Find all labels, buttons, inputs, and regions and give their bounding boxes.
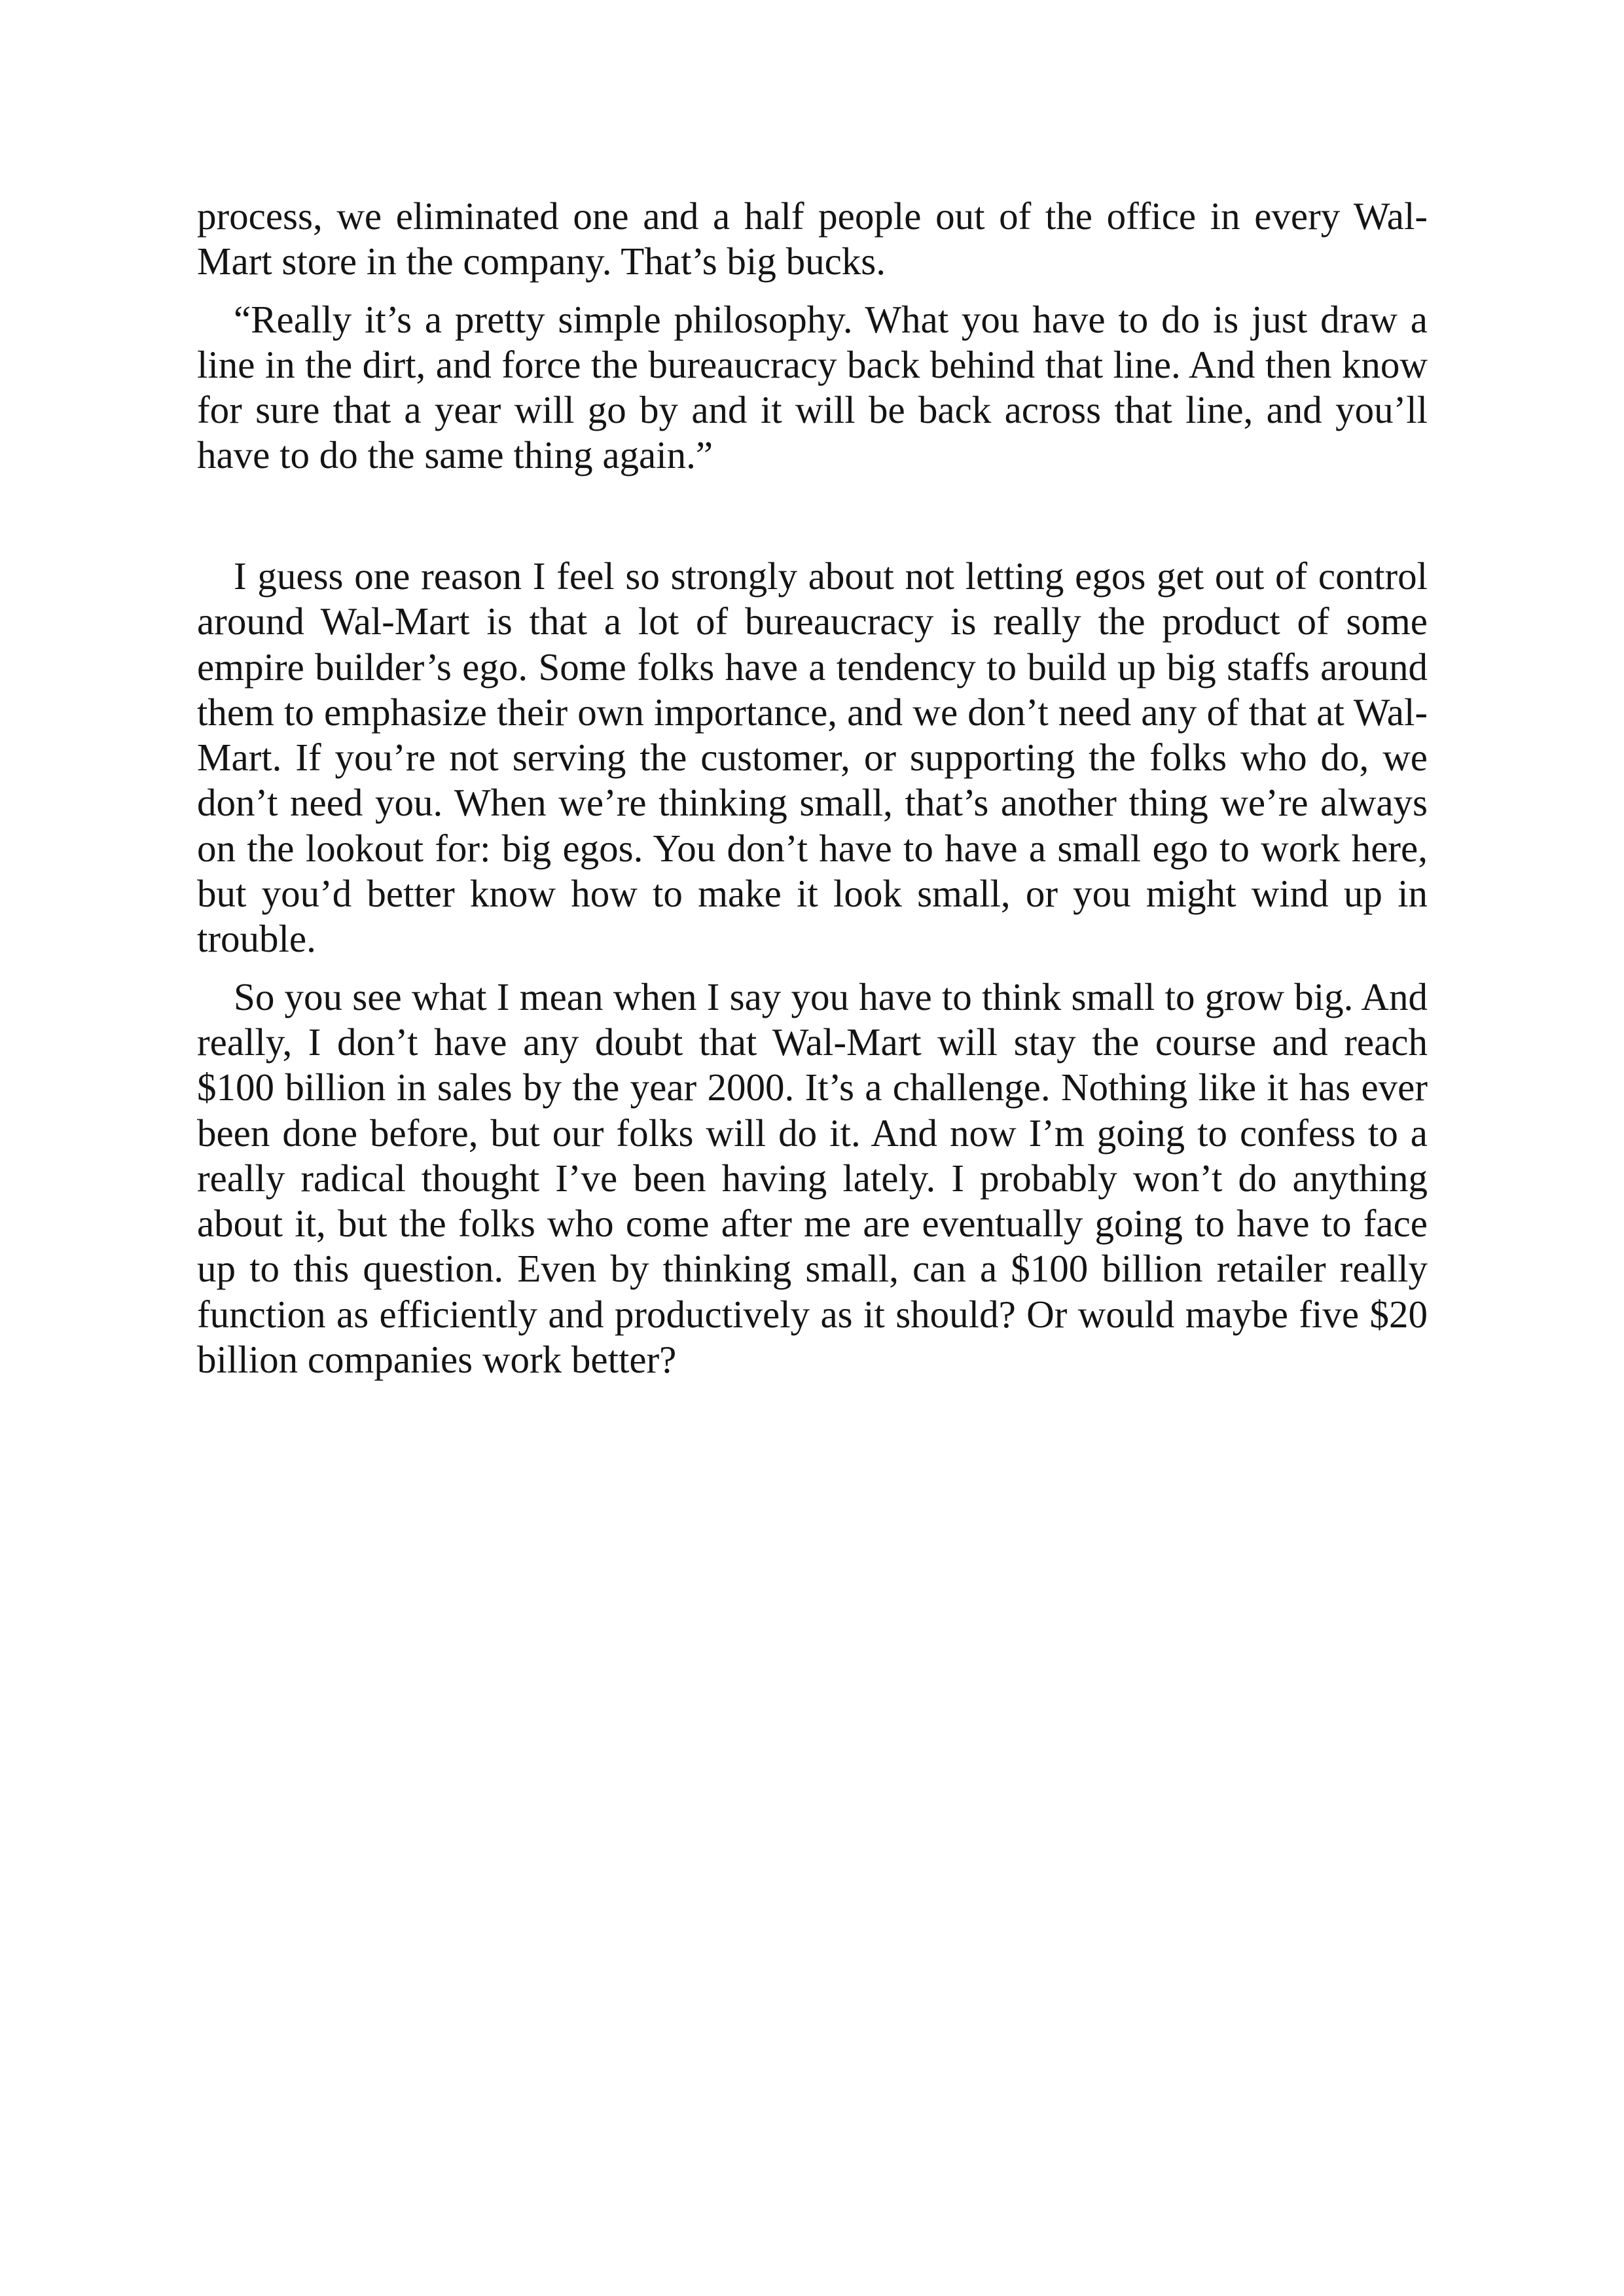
paragraph-quote: “Really it’s a pretty simple philosophy. What you have to do is just draw a line in the dirt, and force the bureaucracy back behind that line. And then know for sure that a year will go by and it will be back across that line, and you’ll have to do the same thing again.” bbox=[197, 297, 1428, 477]
paragraph-continuation: process, we eliminated one and a half people out of the office in every Wal-Mart store in the company. That’s big bucks. bbox=[197, 194, 1428, 283]
paragraph-think-small: So you see what I mean when I say you have to think small to grow big. And really, I don’t have any doubt that Wal-Mart will stay the course and reach $100 billion in sales by the year 2000. It’s a challenge. Nothing like it has ever been done before, but our folks will do it. And now I’m going to confess to a really radical thought I’ve been having lately. I probably won’t do anything about it, but the folks who come after me are eventually going to have to face up to this question. Even by thinking small, can a $100 billion retailer really function as efficiently and productively as it should? Or would maybe five $20 billion companies work better? bbox=[197, 975, 1428, 1382]
paragraph-egos: I guess one reason I feel so strongly about not letting egos get out of control around Wal-Mart is that a lot of bureaucracy is really the product of some empire builder’s ego. Some folks have a tendency to build up big staffs around them to emphasize their own importance, and we don’t need any of that at Wal-Mart. If you’re not serving the customer, or supporting the folks who do, we don’t need you. When we’re thinking small, that’s another thing we’re always on the lookout for: big egos. You don’t have to have a small ego to work here, but you’d better know how to make it look small, or you might wind up in trouble. bbox=[197, 554, 1428, 961]
text-section-2 bbox=[197, 554, 1428, 1382]
text-section-1 bbox=[197, 194, 1428, 478]
